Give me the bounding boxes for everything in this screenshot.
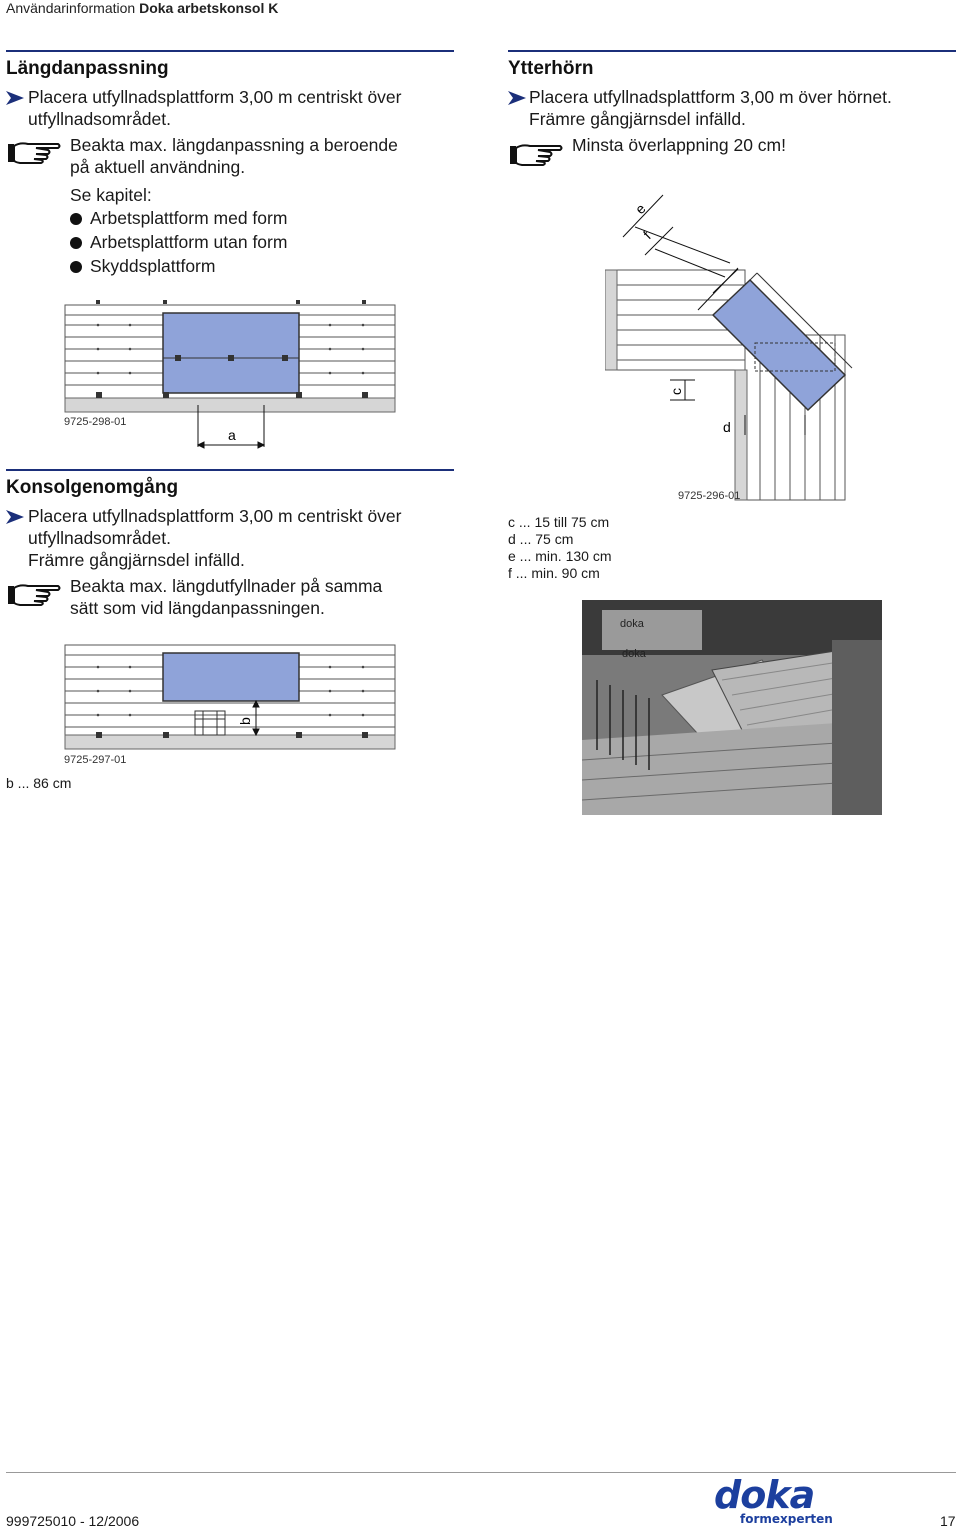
dimension-item: c ... 15 till 75 cm [508,514,610,530]
note-text: Beakta max. längdanpassning a beroende på aktuell användning. [70,135,398,177]
step-arrow-icon [6,510,24,524]
dimension-item: d ... 75 cm [508,531,574,547]
section-rule [6,50,454,52]
step-text: Placera utfyllnadsplattform 3,00 m centriskt över utfyllnadsområdet. [28,87,402,129]
pointing-hand-icon [6,138,62,166]
page-number: 17 [940,1513,956,1529]
step-text: Placera utfyllnadsplattform 3,00 m över hörnet. Främre gångjärnsdel infälld. [529,87,892,129]
section-title-langdanpassning: Längdanpassning [6,58,169,79]
dimension-b-text: b ... 86 cm [6,775,72,791]
dimension-label-e: e [631,200,649,218]
dimension-list [508,514,611,582]
dimension-label-d: d [723,419,731,435]
running-header [6,0,278,16]
chapter-item: Arbetsplattform med form [70,206,287,230]
dimension-label-f: f [639,228,654,243]
site-photo [582,600,882,815]
section-title-konsolgenomgang: Konsolgenomgång [6,477,179,498]
section-rule [6,469,454,471]
figure-code: 9725-298-01 [64,416,127,428]
doka-logo [714,1473,854,1528]
chapter-list [70,206,287,278]
figure-code: 9725-296-01 [678,490,741,502]
figure-konsolgenomgang [60,635,400,755]
bullet-icon [70,261,82,273]
bullet-icon [70,237,82,249]
dimension-label-a: a [228,427,236,443]
dimension-item: f ... min. 90 cm [508,565,600,581]
chapter-item: Arbetsplattform utan form [70,230,287,254]
svg-text:doka: doka [622,648,646,660]
dimension-item: e ... min. 130 cm [508,548,612,564]
document-code: 999725010 - 12/2006 [6,1513,140,1529]
step-arrow-icon [6,91,24,105]
logo-tagline: formexperten [740,1512,833,1526]
logo-wordmark: doka [714,1473,815,1517]
step-arrow-icon [508,91,526,105]
section-title-ytterhorn: Ytterhörn [508,58,594,79]
pointing-hand-icon [6,580,62,608]
figure-code: 9725-297-01 [64,754,127,766]
bullet-icon [70,213,82,225]
chapter-item: Skyddsplattform [70,254,287,278]
dimension-label-c: c [668,388,684,395]
step-text: Placera utfyllnadsplattform 3,00 m centriskt över utfyllnadsområdet. Främre gångjärnsdel infälld. [28,506,402,570]
note-text: Beakta max. längdutfyllnader på samma sätt som vid längdanpassningen. [70,576,383,618]
note-text: Minsta överlappning 20 cm! [572,135,786,155]
svg-text:doka: doka [620,618,644,630]
see-chapter-label: Se kapitel: [70,185,152,205]
header-title: Doka arbetskonsol K [139,0,279,16]
dimension-label-b: b [237,717,253,725]
header-prefix: Användarinformation [6,0,136,16]
figure-langdanpassning [60,295,400,455]
section-rule [508,50,956,52]
figure-ytterhorn [605,185,855,505]
pointing-hand-icon [508,140,564,168]
